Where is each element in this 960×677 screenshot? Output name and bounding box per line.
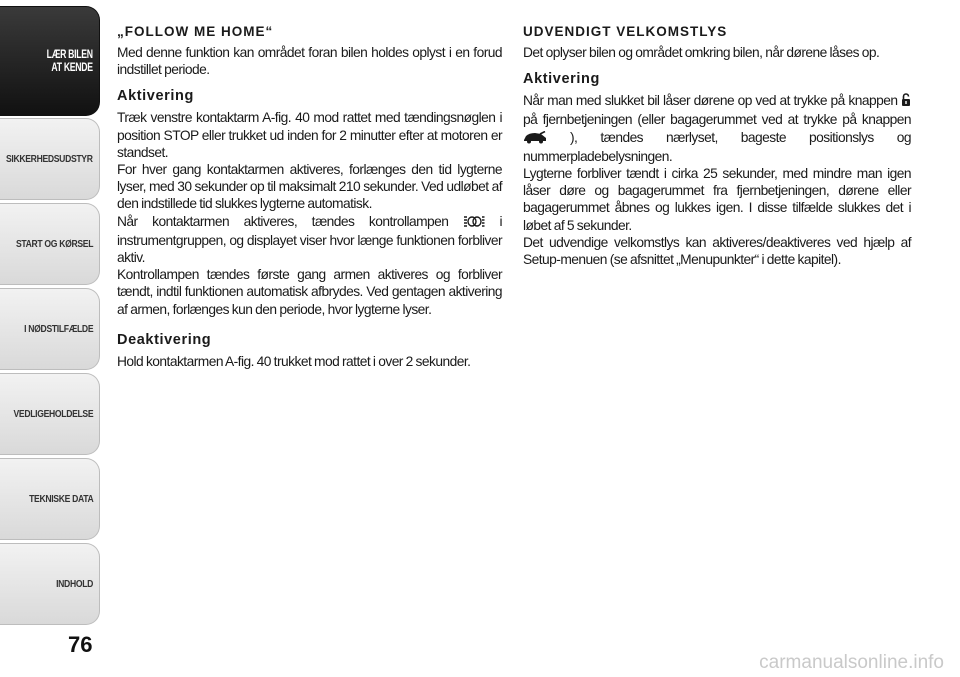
tab-label: START OG KØRSEL (15, 238, 93, 250)
activation-paragraph-4: Kontrollampen tændes første gang armen aktiveres og forbliver tændt, indtil funktionen automatisk afbrydes. Ved gentagen aktivering af armen, forlænges kun den periode, hvor lygterne lyser. (117, 267, 502, 317)
tab-label: LÆR BILEN AT KENDE (46, 47, 93, 74)
section-title-udvendigt-velkomstlys: UDVENDIGT VELKOMSTLYS (523, 24, 728, 39)
activation-paragraph-2: For hver gang kontaktarmen aktiveres, forlænges den tid lygterne lyser, med 30 sekunder op til maksimalt 210 sekunder. Ved udløbet af den indstillede tid slukkes lygterne automatisk. (117, 162, 502, 212)
watermark: carmanualsonline.info (759, 652, 944, 673)
intro-paragraph: Det oplyser bilen og området omkring bilen, når dørene låses op. (523, 45, 880, 60)
activation-paragraph-1: Når man med slukket bil låser dørene op ved at trykke på knappen på fjernbetjeningen (eller bagagerummet ved at trykke på knappen ), tændes nærlyset, bageste positionslys og nummerpladebelysningen. (523, 93, 911, 164)
activation-paragraph-3: Det udvendige velkomstlys kan aktiveres/deaktiveres ved hjælp af Setup-menuen (se afsnittet „Menupunkter“ i dette kapitel). (523, 234, 911, 268)
tab-label: SIKKERHEDSUDSTYR (6, 153, 93, 165)
deactivation-paragraph: Hold kontaktarmen A-fig. 40 trukket mod rattet i over 2 sekunder. (117, 353, 471, 369)
left-column (117, 24, 502, 370)
activation-heading: Aktivering (117, 88, 194, 105)
activation-paragraph-2: Lygterne forbliver tændt i cirka 25 sekunder, med mindre man igen låser døre og bagagerummet fra fjernbetjeningen, dørene eller bagagerummet åbnes og lukkes igen. I disse tilfælde slukkes det i løbet af 5 sekunder. (523, 166, 911, 233)
car-trunk-icon (523, 131, 547, 148)
tab-laer-bilen-at-kende[interactable] (0, 6, 100, 116)
deactivation-heading: Deaktivering (117, 331, 212, 348)
activation-paragraph-3: Når kontaktarmen aktiveres, tændes kontrollampen i instrumentgruppen, og displayet viser hvor længe funktionen forbliver aktiv. (117, 213, 502, 266)
tab-label: VEDLIGEHOLDELSE (13, 408, 93, 420)
headlamp-warning-icon (463, 215, 485, 232)
tab-label: I NØDSTILFÆLDE (23, 323, 93, 335)
unlock-padlock-icon (901, 93, 911, 111)
tab-tekniske-data[interactable] (0, 458, 100, 540)
tab-label: INDHOLD (56, 578, 93, 590)
page-number: 76 (68, 632, 93, 657)
activation-heading: Aktivering (523, 71, 600, 88)
tab-vedligeholdelse[interactable] (0, 373, 100, 455)
right-column (523, 24, 911, 268)
tab-sikkerhedsudstyr[interactable] (0, 118, 100, 200)
activation-paragraph-1: Træk venstre kontaktarm A-fig. 40 mod rattet med tændingsnøglen i position STOP eller trukket ud inden for 2 minutter efter at motoren er standset. (117, 110, 502, 160)
tab-i-nodstilfaelde[interactable] (0, 288, 100, 370)
intro-paragraph: Med denne funktion kan området foran bilen holdes oplyst i en forud indstillet periode. (117, 45, 502, 78)
tab-start-og-korsel[interactable] (0, 203, 100, 285)
chapter-sidebar (0, 0, 102, 640)
tab-indhold[interactable] (0, 543, 100, 625)
section-title-follow-me-home: „FOLLOW ME HOME“ (117, 24, 274, 39)
tab-label: TEKNISKE DATA (28, 493, 93, 505)
